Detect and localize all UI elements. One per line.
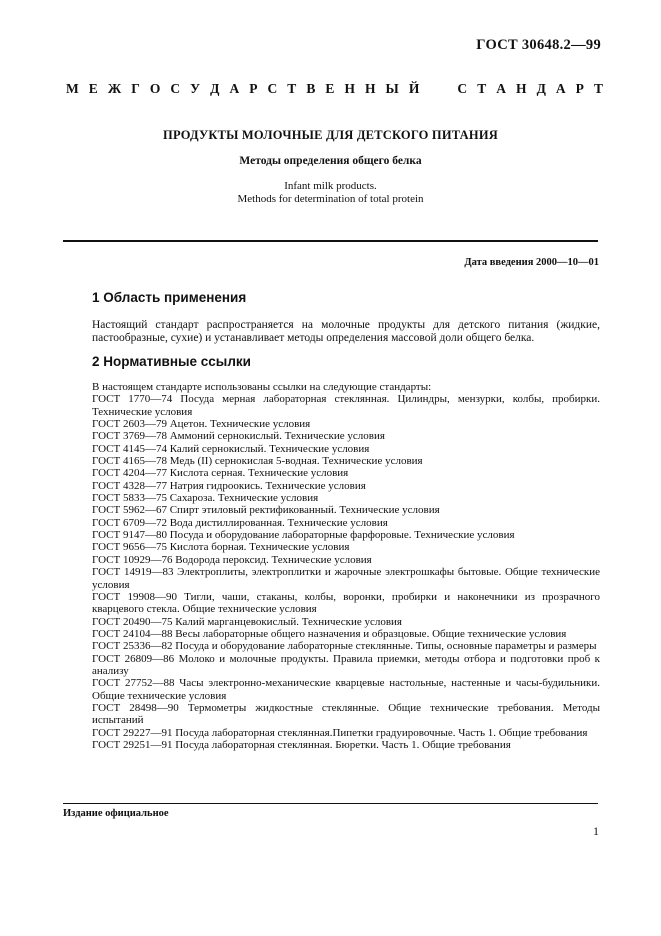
references-intro: В настоящем стандарте использованы ссылки на следующие стандарты: [92, 381, 432, 393]
reference-item: ГОСТ 1770—74 Посуда мерная лабораторная стеклянная. Цилиндры, мензурки, колбы, пробирки. Технические условия [92, 393, 600, 418]
english-title-line-1: Infant milk products. [284, 180, 377, 192]
banner-letter: А [496, 81, 506, 96]
scope-text: Настоящий стандарт распространяется на молочные продукты для детского питания (жидкие, пастообразные, сухие) и устанавливает методы определения массовой доли общего белка. [92, 319, 600, 344]
banner-letter: Т [593, 81, 603, 96]
reference-item: ГОСТ 4328—77 Натрия гидроокись. Технические условия [92, 479, 366, 492]
reference-item: ГОСТ 14919—83 Электроплиты, электроплитки и жарочные электрошкафы бытовые. Общие технические условия [92, 566, 600, 591]
banner-letter: А [555, 81, 566, 96]
banner-letter: А [229, 81, 240, 96]
reference-item: ГОСТ 29227—91 Посуда лабораторная стеклянная.Пипетки градуировочные. Часть 1. Общие требования [92, 726, 588, 739]
edition-label: Издание официальное [63, 808, 169, 819]
reference-item: ГОСТ 19908—90 Тигли, чаши, стаканы, колбы, воронки, пробирки и наконечники из прозрачного кварцевого стекла. Общие технические условия [92, 590, 600, 616]
banner-letter: С [170, 81, 181, 96]
reference-item: ГОСТ 9656—75 Кислота борная. Технические условия [92, 541, 350, 554]
header-divider [63, 240, 598, 242]
interstate-standard-banner [66, 81, 603, 97]
reference-item: ГОСТ 2603—79 Ацетон. Технические условия [92, 418, 311, 431]
banner-letter: Д [210, 81, 220, 96]
banner-letter: О [149, 81, 161, 96]
section-heading-references: 2 Нормативные ссылки [92, 354, 251, 369]
standard-number: ГОСТ 30648.2—99 [476, 37, 601, 53]
footer-divider [63, 803, 598, 804]
reference-item: ГОСТ 27752—88 Часы электронно-механические кварцевые настольные, настенные и часы-будильники. Общие технические условия [92, 677, 600, 702]
reference-item: ГОСТ 10929—76 Водорода пероксид. Технические условия [92, 553, 372, 566]
reference-item: ГОСТ 20490—75 Калий марганцевокислый. Технические условия [92, 615, 402, 628]
banner-letter: Н [344, 81, 355, 96]
banner-letter: Е [88, 81, 98, 96]
reference-item: ГОСТ 25336—82 Посуда и оборудование лабораторные стеклянные. Типы, основные параметры и размеры [92, 640, 597, 653]
reference-item: ГОСТ 9147—80 Посуда и оборудование лабораторные фарфоровые. Технические условия [92, 529, 515, 542]
english-title-line-2: Methods for determination of total protein [237, 193, 424, 205]
banner-letter: Р [575, 81, 584, 96]
banner-letter: М [66, 81, 79, 96]
banner-letter: Ж [107, 81, 122, 96]
banner-letter: Р [249, 81, 258, 96]
banner-letter: С [457, 81, 468, 96]
document-title: ПРОДУКТЫ МОЛОЧНЫЕ ДЛЯ ДЕТСКОГО ПИТАНИЯ [163, 128, 498, 142]
reference-item: ГОСТ 29251—91 Посуда лабораторная стеклянная. Бюретки. Часть 1. Общие требования [92, 738, 511, 751]
section-heading-scope: 1 Область применения [92, 290, 247, 305]
reference-item: ГОСТ 24104—88 Весы лабораторные общего назначения и образцовые. Общие технические условия [92, 627, 567, 640]
banner-letter: Т [477, 81, 487, 96]
banner-letter: Н [364, 81, 376, 96]
banner-letter: У [190, 81, 201, 96]
banner-word-gap [429, 81, 447, 97]
page-number: 1 [593, 824, 599, 838]
banner-letter: Ы [385, 81, 399, 96]
reference-item: ГОСТ 28498—90 Термометры жидкостные стеклянные. Общие технические требования. Методы испытаний [92, 701, 600, 727]
reference-item: ГОСТ 6709—72 Вода дистиллированная. Технические условия [92, 516, 388, 529]
banner-letter: С [267, 81, 278, 96]
scope-paragraph [63, 319, 600, 345]
reference-item: ГОСТ 4145—74 Калий сернокислый. Технические условия [92, 442, 370, 455]
banner-letter: Й [408, 81, 420, 96]
reference-item: ГОСТ 5833—75 Сахароза. Технические условия [92, 492, 319, 505]
reference-item: ГОСТ 3769—78 Аммоний сернокислый. Технические условия [92, 430, 385, 443]
document-subtitle: Методы определения общего белка [239, 155, 422, 167]
banner-letter: Д [536, 81, 546, 96]
banner-letter: Г [131, 81, 140, 96]
banner-letter: В [306, 81, 316, 96]
banner-letter: Т [287, 81, 297, 96]
reference-item: ГОСТ 4165—78 Медь (II) сернокислая 5-водная. Технические условия [92, 455, 423, 468]
banner-letter: Н [516, 81, 527, 96]
reference-item: ГОСТ 4204—77 Кислота серная. Технические условия [92, 467, 349, 480]
banner-letter: Е [325, 81, 335, 96]
introduction-date: Дата введения 2000—10—01 [464, 257, 599, 268]
english-title [0, 180, 661, 206]
reference-item: ГОСТ 26809—86 Молоко и молочные продукты. Правила приемки, методы отбора и подготовки проб к анализу [92, 652, 600, 677]
references-list [63, 381, 600, 751]
reference-item: ГОСТ 5962—67 Спирт этиловый ректификованный. Технические условия [92, 504, 440, 517]
